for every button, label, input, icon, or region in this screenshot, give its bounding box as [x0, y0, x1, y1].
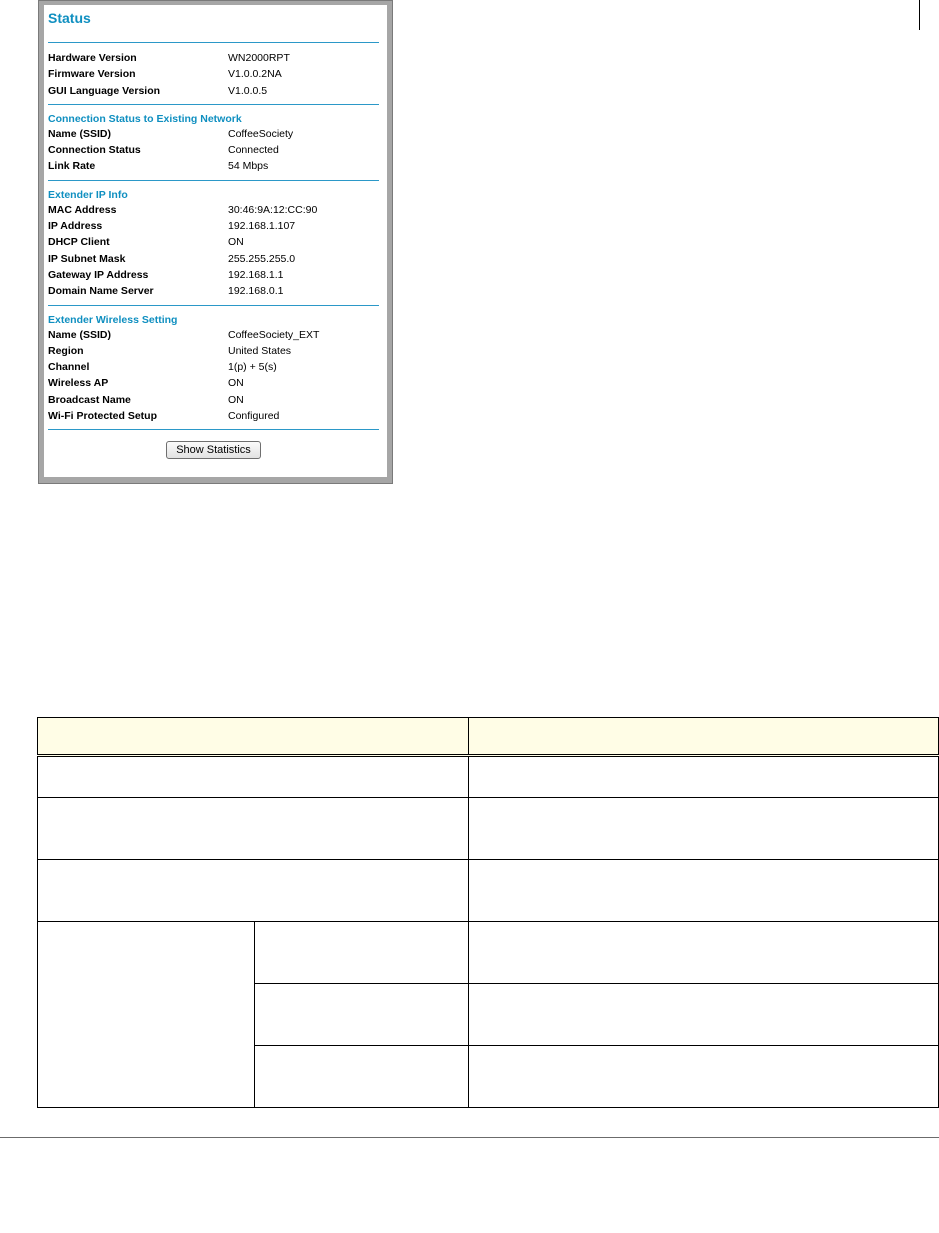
- field-value: 192.168.1.107: [228, 220, 296, 233]
- info-row: [48, 158, 379, 174]
- field-value: 54 Mbps: [228, 160, 269, 173]
- table-row: [38, 756, 939, 798]
- button-bar: [48, 430, 379, 459]
- field-label: Link Rate: [48, 160, 96, 173]
- field-value: United States: [228, 344, 292, 357]
- page-title: Status: [48, 10, 91, 26]
- field-label: Name (SSID): [48, 328, 112, 341]
- table-cell: [469, 984, 939, 1046]
- field-label: DHCP Client: [48, 236, 110, 249]
- table-cell: [469, 798, 939, 860]
- table-cell: [469, 860, 939, 922]
- field-label: MAC Address: [48, 203, 117, 216]
- field-value: 192.168.1.1: [228, 268, 284, 281]
- table-cell: [38, 922, 255, 1108]
- table-cell: [255, 922, 469, 984]
- connection-section: [48, 105, 379, 180]
- info-row: [48, 267, 379, 283]
- table-cell: [255, 1046, 469, 1108]
- table-row: [38, 922, 939, 984]
- info-row: [48, 283, 379, 299]
- field-value: 255.255.255.0: [228, 252, 296, 265]
- info-row: [48, 202, 379, 218]
- field-label: Channel: [48, 361, 90, 374]
- field-label: IP Address: [48, 220, 103, 233]
- info-row: [48, 359, 379, 375]
- info-row: [48, 343, 379, 359]
- info-row: [48, 142, 379, 158]
- field-label: Domain Name Server: [48, 285, 154, 298]
- field-label: Broadcast Name: [48, 393, 131, 406]
- info-row: [48, 50, 379, 66]
- field-value: 192.168.0.1: [228, 285, 284, 298]
- table-row: [38, 860, 939, 922]
- field-value: 1(p) + 5(s): [228, 361, 277, 374]
- status-panel: [44, 5, 387, 477]
- field-value: Connected: [228, 144, 279, 157]
- field-value: ON: [228, 393, 244, 406]
- info-row: [48, 83, 379, 99]
- field-label: Wi-Fi Protected Setup: [48, 410, 157, 423]
- info-row: [48, 408, 379, 424]
- field-description-table: [37, 717, 939, 1108]
- field-value: ON: [228, 236, 244, 249]
- field-label: Gateway IP Address: [48, 268, 149, 281]
- ip-info-section: [48, 181, 379, 305]
- table-cell: [38, 860, 469, 922]
- info-row: [48, 375, 379, 391]
- field-value: V1.0.0.5: [228, 84, 268, 97]
- field-value: V1.0.0.2NA: [228, 68, 282, 81]
- table-cell: [469, 1046, 939, 1108]
- table-header-row: [38, 718, 939, 756]
- field-label: Firmware Version: [48, 68, 136, 81]
- wireless-section: [48, 306, 379, 430]
- field-value: ON: [228, 377, 244, 390]
- section-heading: Connection Status to Existing Network: [48, 112, 242, 125]
- field-label: Connection Status: [48, 144, 141, 157]
- field-label: Hardware Version: [48, 52, 137, 64]
- table-cell: [255, 984, 469, 1046]
- table-cell: [469, 922, 939, 984]
- info-row: [48, 66, 379, 82]
- info-row: [48, 327, 379, 343]
- table-header-cell: [38, 718, 469, 756]
- section-heading: Extender Wireless Setting: [48, 313, 178, 326]
- field-value: CoffeeSociety_EXT: [228, 328, 320, 341]
- show-statistics-button[interactable]: Show Statistics: [166, 441, 261, 459]
- info-row: [48, 234, 379, 250]
- info-row: [48, 126, 379, 142]
- status-window: [38, 0, 393, 484]
- field-label: Region: [48, 344, 84, 357]
- info-row: [48, 251, 379, 267]
- table-cell: [469, 756, 939, 798]
- table-cell: [38, 756, 469, 798]
- table-cell: [38, 798, 469, 860]
- footer-divider: [0, 1137, 939, 1138]
- field-label: Name (SSID): [48, 127, 112, 140]
- field-value: Configured: [228, 410, 280, 423]
- field-value: 30:46:9A:12:CC:90: [228, 203, 318, 216]
- router-info-section: [48, 43, 379, 104]
- field-label: GUI Language Version: [48, 84, 161, 97]
- field-label: IP Subnet Mask: [48, 252, 126, 265]
- section-heading: Extender IP Info: [48, 188, 128, 201]
- field-value: CoffeeSociety: [228, 127, 294, 140]
- table-row: [38, 798, 939, 860]
- info-row: [48, 218, 379, 234]
- margin-rule: [919, 0, 920, 30]
- info-row: [48, 392, 379, 408]
- field-label: Wireless AP: [48, 377, 109, 390]
- table-header-cell: [469, 718, 939, 756]
- field-value: WN2000RPT: [228, 52, 290, 64]
